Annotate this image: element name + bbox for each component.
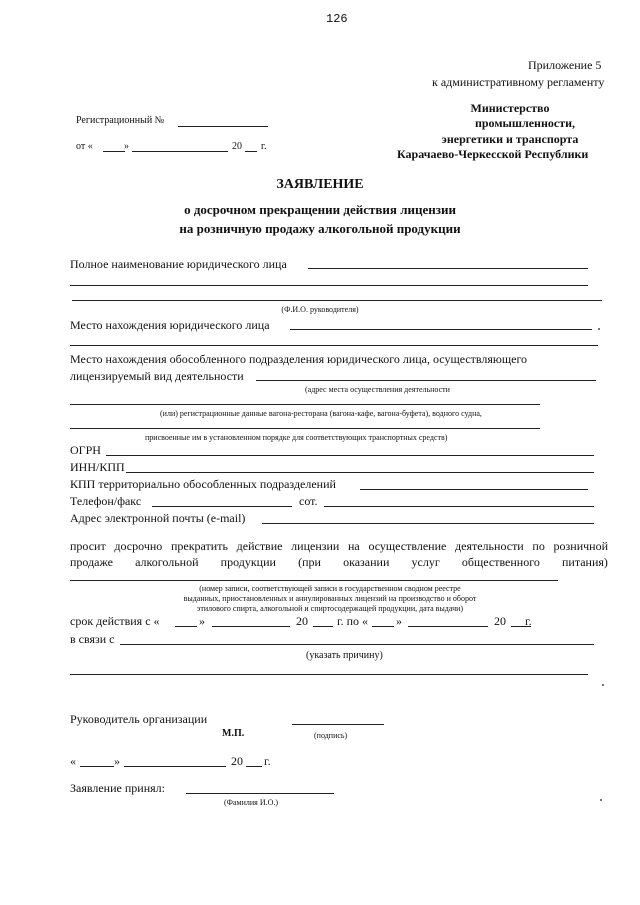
page-number: 126 [326,12,348,26]
phone-fax-field[interactable] [152,506,292,507]
request-word: оказании [343,555,390,569]
validity-year1: 20 [296,614,308,628]
kpp-branches-field[interactable] [360,489,588,490]
validity-close: » [199,614,205,628]
registration-number-line[interactable] [178,126,268,127]
validity-g1: г. по « [337,614,368,628]
request-word: продукции [220,555,276,569]
document-subtitle-line1: о досрочном прекращении действия лицензии [184,202,456,217]
request-word: (при [298,555,321,569]
reason-line[interactable] [120,644,594,645]
accepted-caption: (Фамилия И.О.) [224,798,279,807]
validity-from-month[interactable] [212,626,290,627]
kpp-branches-label: КПП территориально обособленных подразделений [70,477,336,491]
validity-from-day[interactable] [175,626,197,627]
validity-from-year[interactable] [313,626,333,627]
full-name-label: Полное наименование юридического лица [70,257,287,271]
validity-label: срок действия с « [70,614,160,628]
registration-year-line[interactable] [245,151,257,152]
head-signature-line[interactable] [292,724,384,725]
branch-label-line1: Место нахождения обособленного подразделения юридического лица, осуществляющего [70,352,528,366]
mobile-field[interactable] [324,506,594,507]
authority-line: промышленности, [474,116,576,130]
license-record-line[interactable] [70,580,558,581]
branch-caption-1: (адрес места осуществления деятельности [305,385,450,394]
signature-caption: (подпись) [314,731,348,740]
head-signature-label: Руководитель организации [70,712,208,726]
validity-g2: г. [525,614,532,628]
sign-date-year: 20 [231,754,243,768]
validity-year2: 20 [494,614,506,628]
registration-month-line[interactable] [132,151,228,152]
document-subtitle-line2: на розничную продажу алкогольной продукции [179,221,461,236]
ogrn-field[interactable] [106,455,594,456]
stamp-label: М.П. [222,728,245,739]
branch-transport-line[interactable] [70,428,540,429]
request-word: общественного [461,555,540,569]
reason-caption: (указать причину) [306,650,383,661]
request-line1: просит досрочно прекратить действие лицензии на осуществление деятельности по розничной [70,539,608,553]
ogrn-label: ОГРН [70,443,101,457]
registration-date-prefix: от « [76,141,93,152]
sign-date-year-line[interactable] [246,766,262,767]
registration-g: г. [261,141,267,152]
email-label: Адрес электронной почты (e-mail) [70,511,246,525]
reason-line-2[interactable] [70,674,588,675]
full-name-line-2[interactable] [70,285,588,286]
validity-to-day[interactable] [372,626,394,627]
request-line2 [70,555,608,570]
request-word: алкогольной [135,555,199,569]
phone-fax-label: Телефон/факс [70,494,142,508]
appendix-regulation: к административному регламенту [432,75,605,89]
email-field[interactable] [262,523,594,524]
accepted-label: Заявление принял: [70,781,165,795]
license-caption-1: (номер записи, соответствующей записи в государственном сводном реестре [199,584,461,593]
inn-kpp-field[interactable] [126,472,594,473]
document-title: ЗАЯВЛЕНИЕ [276,177,364,192]
sign-date-g: г. [264,754,271,768]
reason-label: в связи с [70,632,115,646]
location-line[interactable] [290,329,592,330]
branch-address-line[interactable] [70,404,540,405]
sign-date-open: « [70,754,76,768]
registration-day-line[interactable] [103,151,125,152]
validity-to-month[interactable] [408,626,488,627]
branch-activity-line[interactable] [256,380,596,381]
registration-number-label: Регистрационный № [76,115,165,126]
accepted-signature-line[interactable] [186,793,334,794]
scan-speck [600,799,602,801]
license-caption-3: этилового спирта, алкогольной и спиртосодержащей продукции, дата выдачи) [196,604,464,613]
authority-line: энергетики и транспорта [441,132,579,146]
location-line-2[interactable] [70,345,598,346]
request-word: питания) [562,555,608,569]
validity-close2: » [396,614,402,628]
request-word: услуг [411,555,440,569]
inn-kpp-label: ИНН/КПП [70,460,125,474]
registration-year: 20 [232,141,242,152]
scan-speck [598,328,600,330]
mobile-label: сот. [299,494,318,508]
full-name-line[interactable] [308,268,588,269]
head-name-caption: (Ф.И.О. руководителя) [281,305,359,314]
sign-date-close: » [114,754,120,768]
scan-speck [602,684,604,686]
head-name-line[interactable] [72,300,602,301]
appendix-label: Приложение 5 [528,58,602,72]
request-word: продаже [70,555,113,569]
authority-line: Министерство [470,101,550,115]
sign-date-day[interactable] [80,766,114,767]
branch-caption-2: (или) регистрационные данные вагона-ресторана (вагона-кафе, вагона-буфета), водного судна, [160,409,482,418]
branch-label-line2: лицензируемый вид деятельности [70,369,244,383]
location-label: Место нахождения юридического лица [70,318,270,332]
registration-date-mid: » [124,141,129,152]
sign-date-month[interactable] [124,766,226,767]
authority-line: Карачаево-Черкесской Республики [397,147,589,161]
branch-caption-3: присвоенные им в установленном порядке для соответствующих транспортных средств) [145,433,448,442]
license-caption-2: выданных, приостановленных и аннулированных лицензий на производство и оборот [183,594,477,603]
